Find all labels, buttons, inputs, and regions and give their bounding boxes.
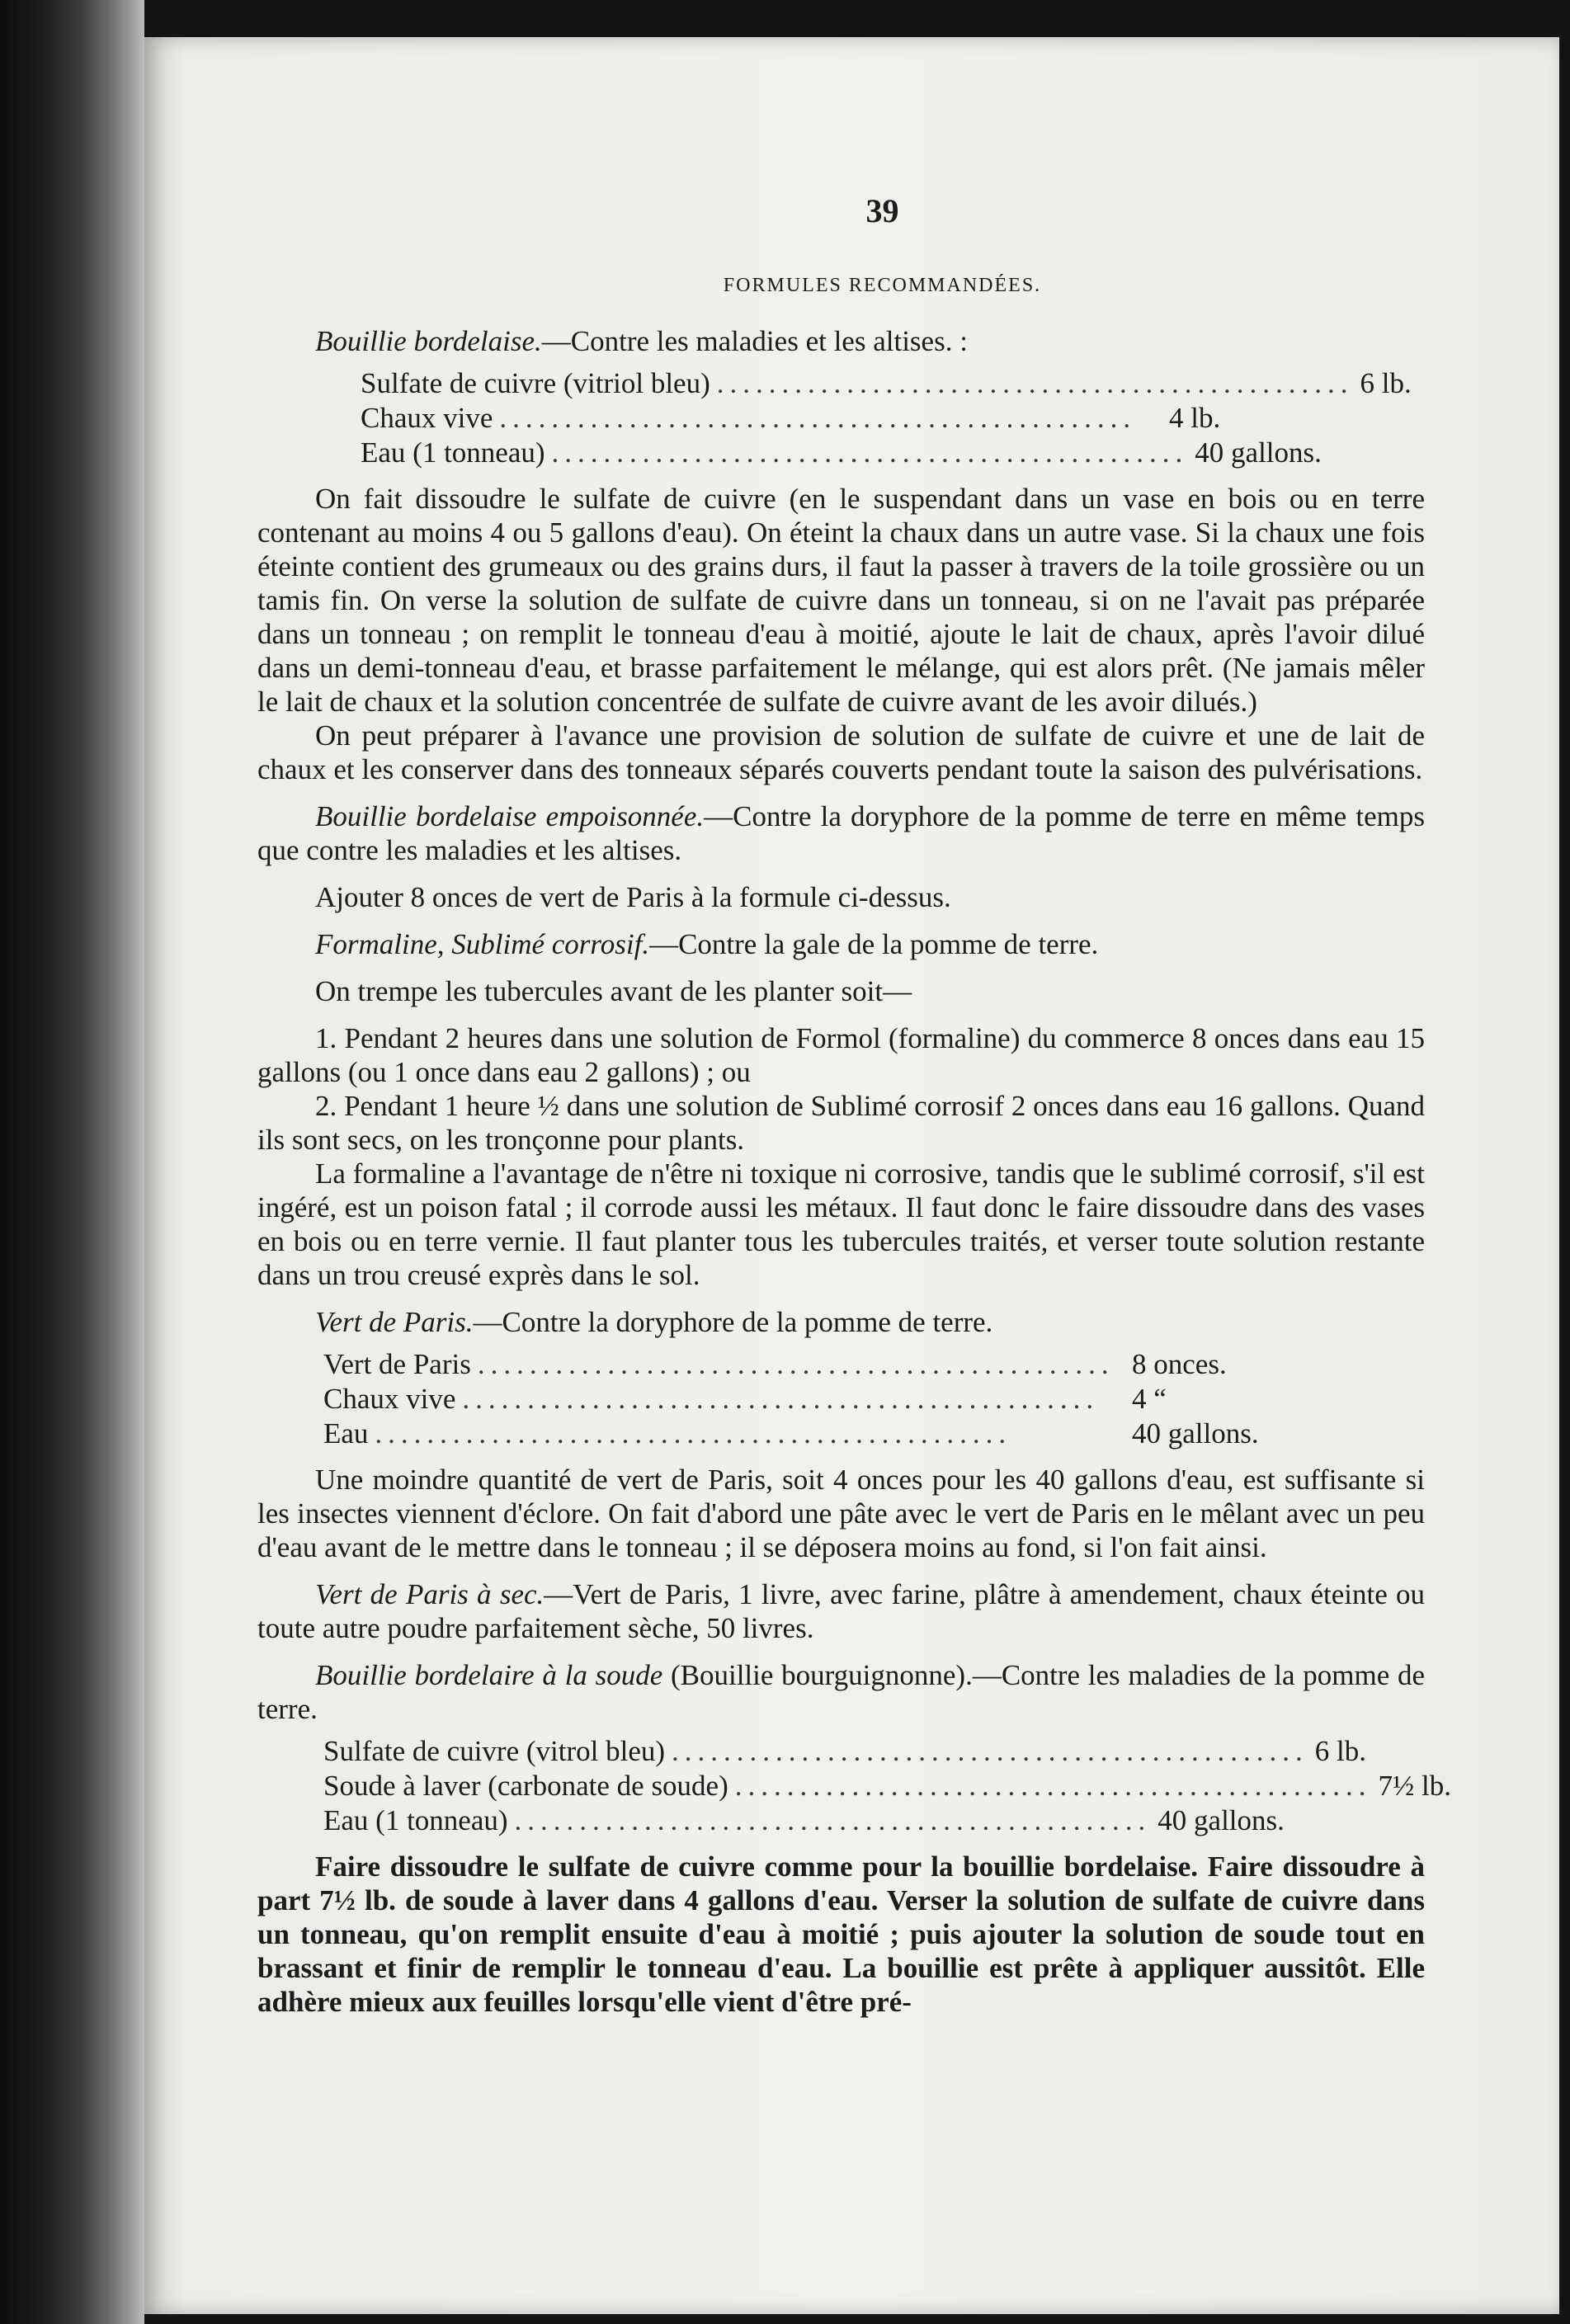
recipe-row: Vert de Paris ................................................. 8 onces.: [323, 1348, 1227, 1380]
formaline-intro: Formaline, Sublimé corrosif.—Contre la gale de la pomme de terre.: [315, 928, 1099, 960]
recipe-row: Eau (1 tonneau) ................................................. 40 gallons.: [323, 1804, 1285, 1836]
recipe-row: Eau (1 tonneau) ................................................. 40 gallons.: [361, 436, 1322, 469]
leader-dots: .................................................: [514, 1804, 1152, 1836]
leader-dots: .................................................: [499, 402, 1137, 434]
section-heading: FORMULES RECOMMANDÉES.: [723, 275, 1042, 296]
page-number: 39: [865, 192, 899, 229]
vert-de-paris-intro: Vert de Paris.—Contre la doryphore de la pomme de terre.: [315, 1306, 993, 1338]
bouillie-bordelaise-title: Bouillie bordelaise.: [315, 325, 542, 357]
recipe-row: Soude à laver (carbonate de soude) ................................................. 7½ lb.: [323, 1770, 1451, 1802]
bouillie-bordelaise-intro: Bouillie bordelaise.—Contre les maladies et les altises. :: [315, 325, 968, 357]
recipe-row: Sulfate de cuivre (vitriol bleu) ................................................. 6 lb.: [361, 367, 1412, 399]
leader-dots: .................................................: [462, 1383, 1100, 1415]
paragraph: La formaline a l'avantage de n'être ni toxique ni corrosive, tandis que le sublimé corrosif, s'il est ingéré, est un poison fatal ; il corrode aussi les métaux. Il faut donc le faire dissoudre dans des vases en bois ou en terre vernie. Il faut planter tous les tubercules traités, et verser toute solution restante dans un trou creusé exprès dans le sol.: [257, 1157, 1425, 1291]
formaline-title: Formaline, Sublimé corrosif.: [315, 928, 650, 960]
leader-dots: .................................................: [672, 1735, 1308, 1767]
leader-dots: .................................................: [551, 436, 1189, 469]
paragraph: On fait dissoudre le sulfate de cuivre (en le suspendant dans un vase en bois ou en terre contenant au moins 4 ou 5 gallons d'eau). On éteint la chaux dans un autre vase. Si la chaux une fois éteinte contient des grumeaux ou des grains durs, il faut la passer à travers de la toile grossière ou un tamis fin. On verse la solution de sulfate de cuivre dans un tonneau, si on ne l'avait pas préparée dans un tonneau ; on remplit le tonneau d'eau à moitié, ajoute le lait de chaux, après l'avoir dilué dans un demi-tonneau d'eau, et brasse parfaitement le mélange, qui est alors prêt. (Ne jamais mêler le lait de chaux et la solution concentrée de sulfate de cuivre avant de les avoir dilués.): [257, 483, 1425, 718]
leader-dots: .................................................: [477, 1348, 1115, 1380]
leader-dots: .................................................: [375, 1417, 1012, 1450]
vert-de-paris-title: Vert de Paris.: [315, 1306, 474, 1338]
bouillie-empoisonnee-intro: Bouillie bordelaise empoisonnée.—Contre la doryphore de la pomme de terre en même temps que contre les maladies et les altises.: [257, 800, 1426, 866]
vert-de-paris-sec-title: Vert de Paris à sec.: [315, 1578, 545, 1610]
paragraph: On peut préparer à l'avance une provision de solution de sulfate de cuivre et une de lait de chaux et les conserver dans des tonneaux séparés couverts pendant toute la saison des pulvérisations.: [257, 719, 1425, 785]
recipe-vert-de-paris: [323, 1347, 1276, 1451]
recipe-row: Chaux vive ................................................. 4 “: [323, 1383, 1167, 1415]
book-spine-shadow: [0, 0, 144, 2324]
recipe-bouillie-bordelaise: [361, 366, 1412, 470]
recipe-bouillie-soude: [323, 1734, 1451, 1838]
page-content: [257, 192, 1451, 2019]
recipe-row: Sulfate de cuivre (vitrol bleu) ................................................. 6 lb.: [323, 1735, 1367, 1767]
recipe-row: Chaux vive ................................................. 4 lb.: [361, 402, 1221, 434]
page-sheet: [144, 37, 1559, 2314]
paragraph: 1. Pendant 2 heures dans une solution de Formol (formaline) du commerce 8 onces dans eau 15 gallons (ou 1 once dans eau 2 gallons) ; ou: [257, 1022, 1425, 1088]
recipe-row: Eau ................................................. 40 gallons.: [323, 1417, 1259, 1450]
leader-dots: .................................................: [734, 1770, 1372, 1802]
bouillie-empoisonnee-title: Bouillie bordelaise empoisonnée.: [315, 800, 705, 832]
paragraph: 2. Pendant 1 heure ½ dans une solution de Sublimé corrosif 2 onces dans eau 16 gallons. Quand ils sont secs, on les tronçonne pour plants.: [257, 1090, 1425, 1156]
paragraph: Une moindre quantité de vert de Paris, soit 4 onces pour les 40 gallons d'eau, est suffisante si les insectes viennent d'éclore. On fait d'abord une pâte avec le vert de Paris en le mêlant avec un peu d'eau avant de le mettre dans le tonneau ; il se déposera moins au fond, si l'on fait ainsi.: [257, 1464, 1425, 1563]
paragraph: On trempe les tubercules avant de les planter soit—: [315, 975, 912, 1007]
bouillie-soude-title: Bouillie bordelaire à la soude: [315, 1659, 663, 1691]
bouillie-soude-intro: Bouillie bordelaire à la soude (Bouillie bourguignonne).—Contre les maladies de la pomme de terre.: [257, 1659, 1425, 1725]
leader-dots: .................................................: [716, 367, 1354, 399]
paragraph: Faire dissoudre le sulfate de cuivre comme pour la bouillie bordelaise. Faire dissoudre à part 7½ lb. de soude à laver dans 4 gallons d'eau. Verser la solution de sulfate de cuivre dans un tonneau, qu'on remplit ensuite d'eau à moitié ; puis ajouter la solution de soude tout en brassant et finir de remplir le tonneau d'eau. La bouillie est prête à appliquer aussitôt. Elle adhère mieux aux feuilles lorsqu'elle vient d'être pré-: [257, 1850, 1425, 2018]
vert-de-paris-sec-intro: Vert de Paris à sec.—Vert de Paris, 1 livre, avec farine, plâtre à amendement, chaux éteinte ou toute autre poudre parfaitement sèche, 50 livres.: [257, 1578, 1425, 1644]
paragraph: Ajouter 8 onces de vert de Paris à la formule ci-dessus.: [315, 881, 951, 913]
